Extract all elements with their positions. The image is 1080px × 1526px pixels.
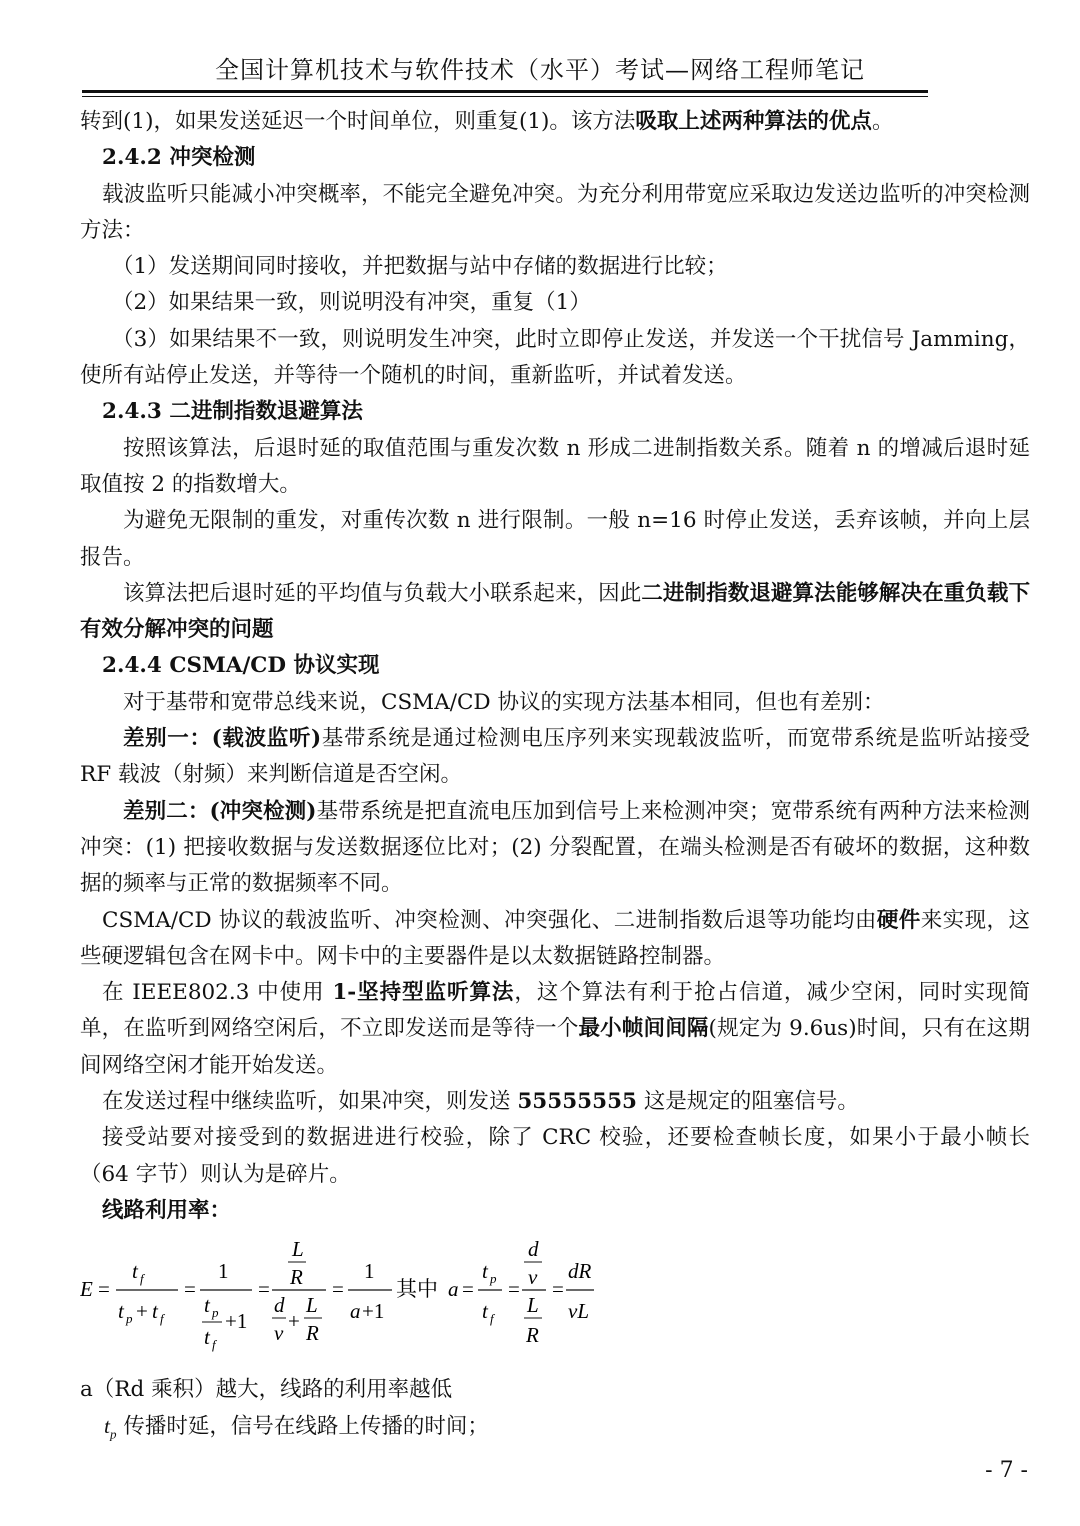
s243-paragraph-2: 为避免无限制的重发，对重传次数 n 进行限制。一般 n=16 时停止发送，丢弃该帧，并向上层报告。: [80, 508, 1030, 570]
s242-item-1: （1）发送期间同时接收，并把数据与站中存储的数据进行比较；: [112, 254, 728, 280]
s244-hardware-paragraph: CSMA/CD 协议的载波监听、冲突检测、冲突强化、二进制指数后退等功能均由硬件来实现，这些硬逻辑包含在网卡中。网卡中的主要器件是以太数据链路控制器。: [80, 907, 1030, 969]
formula-where-label: 其中: [396, 1277, 438, 1301]
intro-paragraph: 转到(1)，如果发送延迟一个时间单位，则重复(1)。该方法吸取上述两种算法的优点。: [80, 109, 894, 134]
s244-receive-paragraph: 接受站要对接受到的数据进进行校验，除了 CRC 校验，还要检查帧长度，如果小于最小帧长（64 字节）则认为是碎片。: [80, 1125, 1030, 1187]
svg-text:t: t: [482, 1259, 488, 1283]
svg-text:a: a: [350, 1299, 361, 1323]
section-2-4-2-title: 2.4.2 冲突检测: [102, 145, 256, 171]
section-2-4-3-title: 2.4.3 二进制指数退避算法: [102, 399, 363, 425]
post-formula-notes: [80, 1372, 1030, 1452]
svg-text:p: p: [212, 1305, 219, 1320]
svg-text:R: R: [290, 1265, 303, 1289]
svg-text:1: 1: [364, 1259, 375, 1283]
s244-ieee-paragraph: 在 IEEE802.3 中使用 1-坚持型监听算法，这个算法有利于抢占信道，减少空闲，同时实现简单，在监听到网络空闲后，不立即发送而是等待一个最小帧间间隔(规定为 9.6us)时间，只有在这期间网络空闲才能开始发送。: [80, 980, 1030, 1078]
svg-text:v: v: [274, 1321, 284, 1345]
svg-text:dR: dR: [568, 1259, 592, 1283]
s244-paragraph-1: 对于基带和宽带总线来说，CSMA/CD 协议的实现方法基本相同，但也有差别：: [123, 689, 885, 715]
svg-text:t: t: [118, 1299, 124, 1323]
s243-paragraph-3: 该算法把后退时延的平均值与负载大小联系起来，因此二进制指数退避算法能够解决在重负载下有效分解冲突的问题: [80, 580, 1030, 643]
svg-text:+1: +1: [225, 1309, 248, 1333]
svg-text:f: f: [490, 1311, 494, 1326]
svg-text:d: d: [274, 1293, 285, 1317]
svg-text:L: L: [527, 1293, 539, 1317]
utilization-formula: [80, 1238, 640, 1368]
svg-text:d: d: [528, 1238, 539, 1261]
svg-text:L: L: [306, 1293, 318, 1317]
header-rule-thin: [82, 96, 928, 97]
s242-item-2: （2）如果结果一致，则说明没有冲突，重复（1）: [112, 290, 591, 316]
svg-text:a: a: [448, 1277, 459, 1301]
page-number: - 7 -: [985, 1458, 1028, 1483]
page-header: 全国计算机技术与软件技术（水平）考试—网络工程师笔记: [215, 56, 865, 84]
svg-text:p: p: [490, 1271, 497, 1286]
svg-text:R: R: [526, 1323, 539, 1347]
s243-paragraph-1: 按照该算法，后退时延的取值范围与重发次数 n 形成二进制指数关系。随着 n 的增减后退时延取值按 2 的指数增大。: [80, 435, 1030, 497]
line-utilization-heading: 线路利用率：: [102, 1197, 232, 1223]
s242-paragraph: 载波监听只能减小冲突概率，不能完全避免冲突。为充分利用带宽应采取边发送边监听的冲突检测方法：: [80, 181, 1030, 243]
svg-text:=: =: [552, 1277, 564, 1301]
svg-text:vL: vL: [568, 1299, 589, 1323]
svg-text:t: t: [132, 1259, 138, 1283]
svg-text:p: p: [126, 1311, 133, 1326]
s244-difference-1: 差别一：(载波监听)基带系统是通过检测电压序列来实现载波监听，而宽带系统是监听站接受 RF 载波（射频）来判断信道是否空闲。: [80, 726, 1030, 788]
svg-text:f: f: [212, 1337, 216, 1352]
svg-text:=: =: [258, 1277, 270, 1301]
svg-text:1: 1: [218, 1259, 229, 1283]
svg-text:R: R: [306, 1321, 319, 1345]
svg-text:=: =: [508, 1277, 520, 1301]
header-rule-thick: [82, 90, 928, 93]
svg-text:f: f: [140, 1271, 144, 1286]
page-body: [80, 104, 1030, 1229]
svg-text:f: f: [160, 1311, 164, 1326]
svg-text:+: +: [288, 1309, 300, 1333]
svg-text:E: E: [80, 1277, 93, 1301]
svg-text:+: +: [136, 1299, 148, 1323]
svg-text:t: t: [204, 1325, 210, 1349]
svg-text:L: L: [292, 1238, 304, 1261]
section-2-4-4-title: 2.4.4 CSMA/CD 协议实现: [102, 653, 380, 679]
svg-text:=: =: [184, 1277, 196, 1301]
svg-text:=: =: [462, 1277, 474, 1301]
s244-difference-2: 差别二：(冲突检测)基带系统是把直流电压加到信号上来检测冲突；宽带系统有两种方法来检测冲突：(1) 把接收数据与发送数据逐位比对；(2) 分裂配置，在端头检测是否有破坏的数据，这种数据的频率与正常的数据频率不同。: [80, 798, 1030, 897]
tp-note: $t_p$ 传播时延，信号在线路上传播的时间；: [104, 1414, 489, 1442]
svg-text:=: =: [98, 1277, 110, 1301]
svg-text:t: t: [482, 1299, 488, 1323]
s244-jam-paragraph: 在发送过程中继续监听，如果冲突，则发送 55555555 这是规定的阻塞信号。: [102, 1089, 859, 1115]
svg-text:v: v: [528, 1265, 538, 1289]
s242-item-3: （3）如果结果不一致，则说明发生冲突，此时立即停止发送，并发送一个干扰信号 Jamming，使所有站停止发送，并等待一个随机的时间，重新监听，并试着发送。: [80, 326, 1030, 389]
svg-text:=: =: [332, 1277, 344, 1301]
svg-text:t: t: [152, 1299, 158, 1323]
a-note: a（Rd 乘积）越大，线路的利用率越低: [80, 1377, 453, 1402]
svg-text:+1: +1: [362, 1299, 385, 1323]
svg-text:t: t: [204, 1293, 210, 1317]
